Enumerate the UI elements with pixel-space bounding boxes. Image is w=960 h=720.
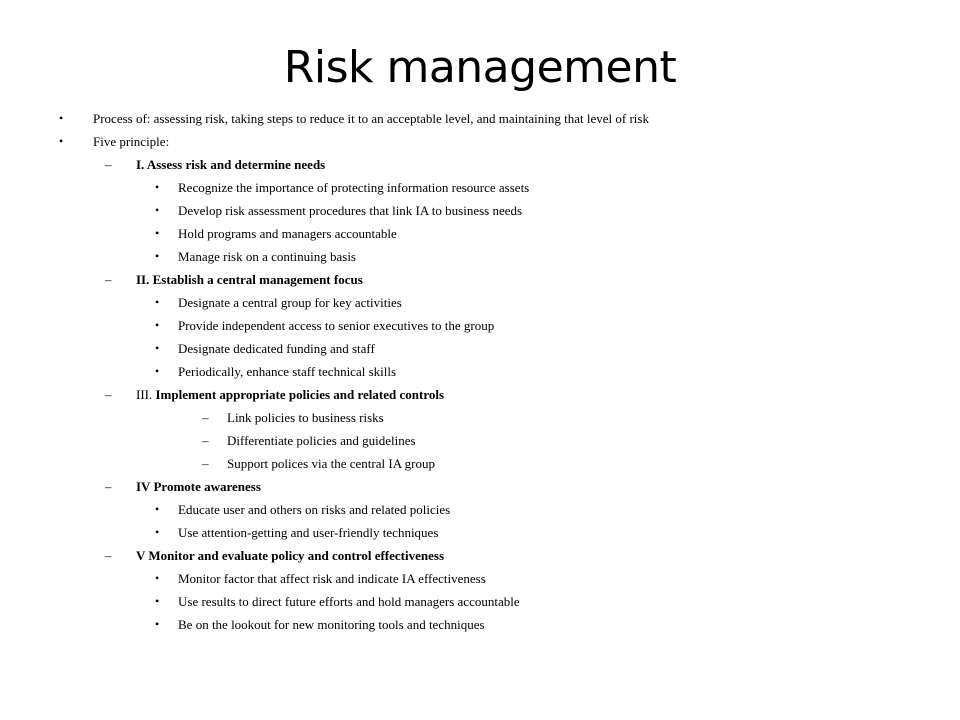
dash-icon: –: [105, 387, 112, 402]
sub-bullet-text: Use results to direct future efforts and hold managers accountable: [178, 594, 520, 609]
sub-bullet-text: Educate user and others on risks and related policies: [178, 502, 451, 517]
sub-dash-text: Support polices via the central IA group: [227, 456, 435, 471]
bullet-icon: •: [155, 617, 160, 631]
bullet-icon: •: [155, 249, 160, 263]
principle-title: IV Promote awareness: [136, 479, 261, 494]
principle-title: II. Establish a central management focus: [136, 272, 363, 287]
sub-bullet-item: [0, 498, 960, 521]
bullet-icon: •: [155, 341, 160, 355]
bullet-text: Five principle:: [93, 134, 170, 149]
sub-bullet-item: [0, 613, 960, 636]
bullet-icon: •: [155, 525, 160, 539]
principle-title: Implement appropriate policies and related controls: [155, 387, 445, 402]
bullet-item: [0, 130, 960, 153]
principle-heading: [0, 153, 960, 176]
bullet-item: [0, 107, 960, 130]
dash-icon: –: [105, 479, 112, 494]
bullet-icon: •: [155, 226, 160, 240]
dash-icon: –: [202, 410, 209, 425]
sub-dash-item: [0, 406, 960, 429]
sub-bullet-item: [0, 360, 960, 383]
sub-bullet-text: Recognize the importance of protecting information resource assets: [178, 180, 530, 195]
dash-icon: –: [202, 456, 209, 471]
principle-heading: [0, 383, 960, 406]
sub-bullet-item: [0, 590, 960, 613]
sub-bullet-item: [0, 176, 960, 199]
bullet-icon: •: [155, 180, 160, 194]
principle-title: I. Assess risk and determine needs: [136, 157, 326, 172]
sub-dash-text: Differentiate policies and guidelines: [227, 433, 416, 448]
bullet-icon: •: [155, 571, 160, 585]
bullet-icon: •: [155, 295, 160, 309]
sub-dash-item: [0, 452, 960, 475]
sub-bullet-item: [0, 337, 960, 360]
principle-heading: [0, 544, 960, 567]
dash-icon: –: [202, 433, 209, 448]
sub-bullet-item: [0, 521, 960, 544]
sub-bullet-item: [0, 222, 960, 245]
sub-bullet-text: Designate a central group for key activities: [178, 295, 402, 310]
sub-bullet-text: Use attention-getting and user-friendly techniques: [178, 525, 439, 540]
sub-bullet-text: Provide independent access to senior executives to the group: [178, 318, 495, 333]
sub-bullet-item: [0, 199, 960, 222]
sub-bullet-text: Be on the lookout for new monitoring tools and techniques: [178, 617, 485, 632]
bullet-icon: •: [155, 502, 160, 516]
slide-content: [0, 107, 960, 636]
bullet-icon: •: [155, 318, 160, 332]
sub-bullet-item: [0, 314, 960, 337]
principle-heading: [0, 268, 960, 291]
dash-icon: –: [105, 157, 112, 172]
bullet-icon: •: [59, 111, 64, 125]
dash-icon: –: [105, 548, 112, 563]
slide-title: Risk management: [283, 42, 677, 93]
dash-icon: –: [105, 272, 112, 287]
sub-dash-item: [0, 429, 960, 452]
sub-bullet-text: Designate dedicated funding and staff: [178, 341, 375, 356]
bullet-icon: •: [155, 364, 160, 378]
sub-bullet-item: [0, 567, 960, 590]
sub-bullet-text: Monitor factor that affect risk and indicate IA effectiveness: [178, 571, 486, 586]
principle-heading: [0, 475, 960, 498]
principle-title: V Monitor and evaluate policy and control effectiveness: [136, 548, 445, 563]
sub-bullet-item: [0, 245, 960, 268]
sub-bullet-text: Hold programs and managers accountable: [178, 226, 397, 241]
bullet-icon: •: [59, 134, 64, 148]
principle-prefix: III.: [136, 387, 156, 402]
sub-dash-text: Link policies to business risks: [227, 410, 384, 425]
bullet-icon: •: [155, 203, 160, 217]
sub-bullet-text: Manage risk on a continuing basis: [178, 249, 356, 264]
sub-bullet-text: Develop risk assessment procedures that link IA to business needs: [178, 203, 523, 218]
bullet-text: Process of: assessing risk, taking steps to reduce it to an acceptable level, and maintaining that level of risk: [93, 111, 649, 126]
sub-bullet-text: Periodically, enhance staff technical skills: [178, 364, 397, 379]
sub-bullet-item: [0, 291, 960, 314]
bullet-icon: •: [155, 594, 160, 608]
